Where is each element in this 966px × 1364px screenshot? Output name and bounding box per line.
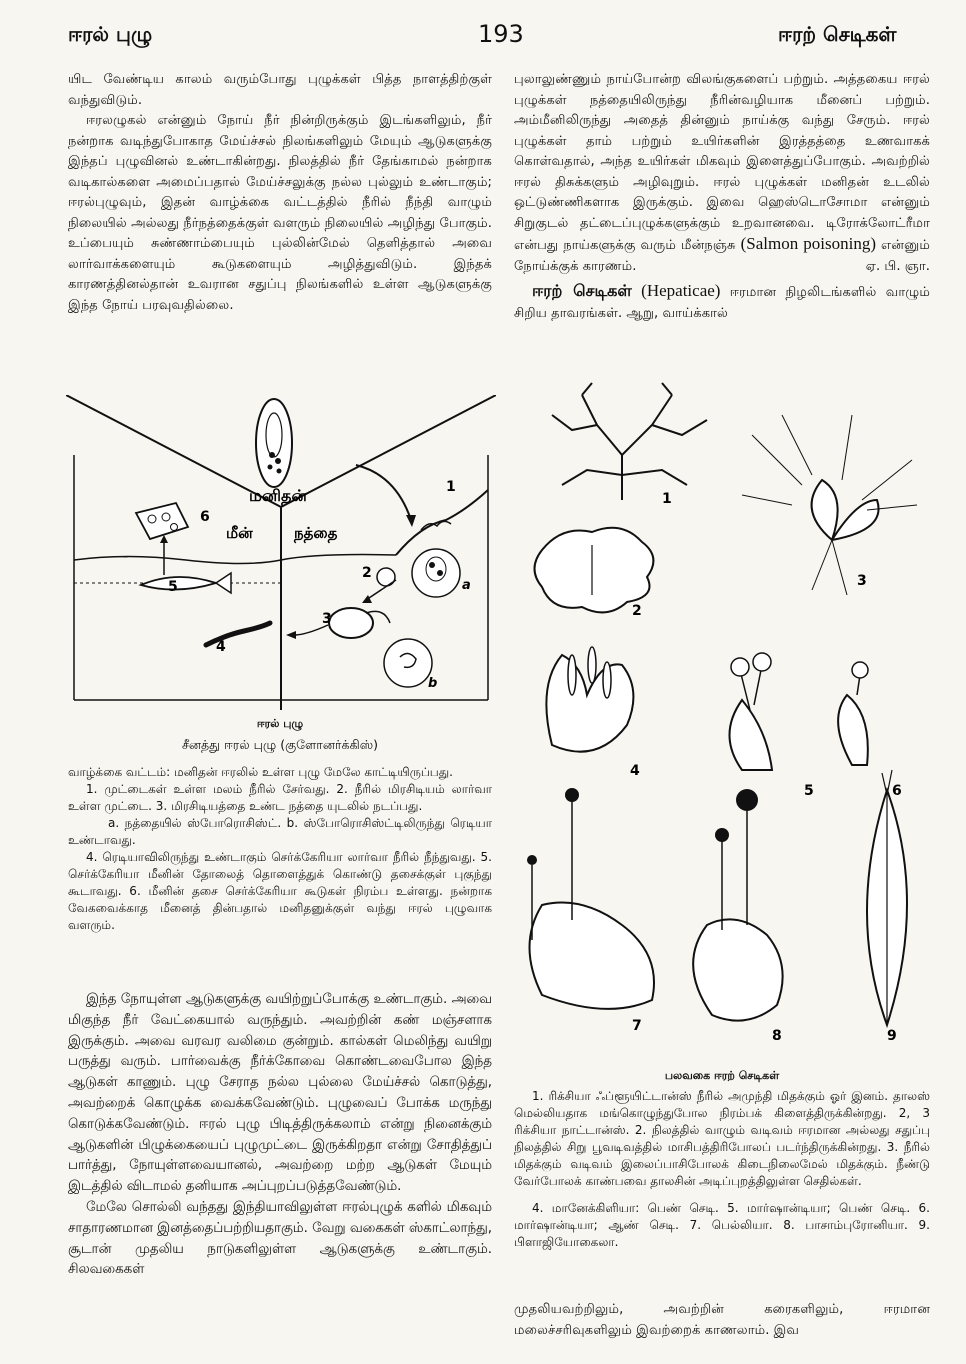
fig-num: 2: [362, 565, 372, 581]
liver-fluke-lifecycle-figure: [66, 395, 496, 710]
fig-num: 1: [662, 491, 672, 507]
paragraph: இந்த நோயுள்ள ஆடுகளுக்கு வயிற்றுப்போக்கு உண்டாகும். அவை மிகுந்த நீர் வேட்கையால் வருந்தும். அவற்றின் கண் மஞ்சளாக இருக்கும். அவை வரவர வலிமை குன்றும். கால்கள் மெலிந்து வயிறு பருத்து வரும். பார்வைக்கு நீர்க்கோவை கொண்டவைபோல இந்த ஆடுகள் காணும். புழு சேராத நல்ல புல்லை மேய்ச்சல் கொடுத்து, அவற்றைக் கொழுக்க வைக்கவேண்டும். புழுவைப் போக்க மருந்து கொடுக்கவேண்டும். ஈரல் புழு பிடித்திருக்கலாம் என்று நினைக்கும் ஆடுகளின் பிழுக்கையைப் புழுமுட்டை இருக்கிறதா என்று சோதித்துப் பார்த்து, நோயுள்ளவையானல், அவற்றை மற்ற ஆடுகள் மேயும் இடத்தில் விடாமல் தனியாக அப்புறப்படுத்தவேண்டும்.: [68, 992, 492, 1195]
paragraph-text: ஈரமான நிழலிடங்களில் வாழும் சிறிய தாவரங்கள். ஆறு, வாய்க்கால்: [514, 285, 930, 321]
figure-caption: சீனத்து ஈரல் புழு (குளோனர்க்கிஸ்): [181, 736, 379, 752]
fig-num: 1: [446, 479, 456, 495]
right-figure-caption: [514, 1066, 930, 1087]
left-figure-caption: [68, 714, 492, 755]
fig-num: a: [462, 578, 471, 593]
legend-intro: வாழ்க்கை வட்டம்: மனிதன் ஈரலில் உள்ள புழு மேலே காட்டியிருப்பது.: [68, 765, 453, 779]
fig-num: 4: [216, 639, 226, 655]
paragraph: [514, 70, 930, 277]
paragraph-text: என்னும் நோய்க்குக் காரணம்.: [514, 238, 930, 274]
latin-term: (Salmon poisoning): [740, 234, 876, 253]
liverworts-figure: [512, 375, 932, 1045]
legend-item: a. நத்தையில் ஸ்போரொசிஸ்ட். b. ஸ்போரொசிஸ்ட்டிலிருந்து ரெடியா உண்டாவது.: [68, 816, 492, 847]
fig-num: 2: [632, 603, 642, 619]
fig-num: 5: [168, 579, 178, 595]
figure-caption: பலவகை ஈரற் செடிகள்: [664, 1069, 780, 1082]
running-head-left: ஈரல் புழு: [68, 22, 153, 46]
fig-num: 8: [772, 1028, 782, 1044]
fig-num: 4: [630, 763, 640, 779]
entry-paragraph: [514, 281, 930, 324]
fig-num: 5: [804, 783, 814, 799]
left-column-bottom: [68, 990, 492, 1281]
right-figure-legend: [514, 1088, 930, 1251]
paragraph: யிட வேண்டிய காலம் வரும்போது புழுக்கள் பித்த நாளத்திற்குள் வந்துவிடும்.: [68, 72, 492, 108]
right-column-bottom: [514, 1300, 930, 1341]
left-figure-legend: [68, 764, 492, 934]
figure-caption-bold: ஈரல் புழு: [256, 717, 304, 730]
paragraph: முதலியவற்றிலும், அவற்றின் கரைகளிலும், ஈரமான மலைச்சரிவுகளிலும் இவற்றைக் காணலாம். இவ: [514, 1302, 930, 1338]
label-snail: நத்தை: [294, 524, 338, 542]
entry-title: ஈரற் செடிகள்: [532, 281, 632, 300]
paragraph-text: புலாலுண்ணும் நாய்போன்ற விலங்குகளைப் பற்றும். அத்தகைய ஈரல் புழுக்கள் நத்தையிலிருந்து நீரின்வழியாக மீனைப் பற்றும். அம்மீனிலிருந்து அதைத் தின்னும் நாய்க்கு வந்து சேரும். ஈரல் புழுக்கள் தாம் பற்றும் உயிர்களின் இரத்தத்தை உணவாகக் கொள்வதால், அந்த உயிர்கள் மிகவும் இளைத்துப்போகும். அவற்றில் ஈரல் திசுக்களும் அழிவுறும். ஈரல் புழுக்கள் மனிதன் உடலில் ஒட்டுண்ணிகளாக இருக்கும். இவை ஹெஸ்டொசோமா என்னும் சிறுகுடல் தட்டைப்புழுக்களுக்கும் உறவானவை. டிரோக்லோட்ரீமா என்பது நாய்களுக்கு வரும் மீன்நஞ்சு: [514, 72, 930, 253]
page-number: 193: [478, 20, 524, 48]
fig-num: 3: [857, 573, 867, 589]
fig-num: b: [428, 676, 438, 691]
fig-num: 7: [632, 1018, 642, 1034]
entry-latin: (Hepaticae): [641, 281, 721, 300]
legend-item: 1. ரிக்சியா ஃப்ளூயிட்டான்ஸ் நீரில் அமுந்தி மிதக்கும் ஓர் இனம். தாலஸ் மெல்லியதாக மங்கொழுந்துபோல நிரம்பக் கிளைத்திருக்கின்றது. 2, 3 ரிக்சியா நாட்டான்ஸ். 2. நிலத்தில் வாழும் வடிவம் ஈரமான அல்லது சதுப்பு நிலத்தில் சிறு பூவடிவத்தில் மாசிபத்திரிபோலப் படர்ந்திருக்கின்றது. 3. நீரில் மிதக்கும் வடிவம் இலைப்பாசிபோலக் கிடைநிலைமேல் மிதக்கும். நீண்டு வேர்போலக் காண்பவை தாலசின் அடிப்புறத்திலுள்ள செதில்கள்.: [514, 1089, 930, 1188]
running-head-right: ஈரற் செடிகள்: [778, 22, 897, 46]
paragraph: ஈரலழுகல் என்னும் நோய் நீர் நின்றிருக்கும் இடங்களிலும், நீர் நன்றாக வடிந்துபோகாத மேய்ச்சல் நிலங்களிலும் மேயும் ஆடுகளுக்கு இந்தப் புழுவினல் உண்டாகின்றது. நிலத்தில் நீர் தேங்காமல் நன்றாக வடிகால்களை அமைப்பதால் மேய்ச்சலுக்கு நல்ல புல்லும் உண்டாகும்; ஈரல்புழுவும், இதன் வாழ்க்கை வட்டத்தில் நீரில் நீந்தி வாழும் நிலையில் அல்லது நீர்நத்தைக்குள் வளரும் நிலையில் அழிந்து போகும். உப்பையும் சுண்ணாம்பையும் புல்லின்மேல் தெளித்தால் அவை லார்வாக்களையும் கூடுகளையும் அழித்துவிடும். இந்தக் காரணத்தினல்தான் உவரான சதுப்பு நிலங்களில் உள்ள ஆடுகளுக்கு இந்த நோய் பரவுவதில்லை.: [68, 113, 492, 313]
left-column-top: [68, 70, 492, 316]
fig-num: 6: [892, 783, 902, 799]
right-column-top: [514, 70, 930, 324]
author-signature: ஏ. பி. ஞா.: [865, 258, 930, 274]
fig-num: 6: [200, 509, 210, 525]
legend-item: 4. ரெடியாவிலிருந்து உண்டாகும் செர்க்கேரியா லார்வா நீரில் நீந்துவது. 5. செர்க்கேரியா மீனின் தோலைத் தொளைத்துக் கொண்டு தசைக்குள் புகுந்து கூடாவது. 6. மீனின் தசை செர்க்கேரியா கூடுகள் நிரம்ப உள்ளது. நன்றாக வேகவைக்காத மீனைத் தின்பதால் மனிதனுக்குள் வந்து ஈரல் புழுவாக வளரும்.: [68, 850, 492, 932]
legend-item: 4. மானேக்கிளியா: பெண் செடி. 5. மார்ஷான்டியா; பெண் செடி. 6. மார்ஷான்டியா; ஆண் செடி. 7. பெல்லியா. 8. பாசாம்புரோனியா. 9. பிளாஜியோகைலா.: [514, 1201, 930, 1249]
label-man: மனிதன்: [249, 486, 307, 505]
fig-num: 9: [887, 1028, 897, 1044]
fig-num: 3: [322, 611, 332, 627]
label-fish: மீன்: [226, 524, 253, 542]
legend-item: 1. முட்டைகள் உள்ள மலம் நீரில் சேர்வது. 2. நீரில் மிரசிடியம் லார்வா உள்ள முட்டை. 3. மிரசிடியத்தை உண்ட நத்தை யுடலில் நடப்பது.: [68, 782, 492, 813]
paragraph: மேலே சொல்லி வந்தது இந்தியாவிலுள்ள ஈரல்புழுக் களில் மிகவும் சாதாரணமான இனத்தைப்பற்றியதாகும். வேறு வகைகள் ஸ்காட்லாந்து, சூடான் முதலிய நாடுகளிலுள்ள ஆடுகளுக்கு உண்டாகும். சிலவகைகள்: [68, 1199, 493, 1278]
